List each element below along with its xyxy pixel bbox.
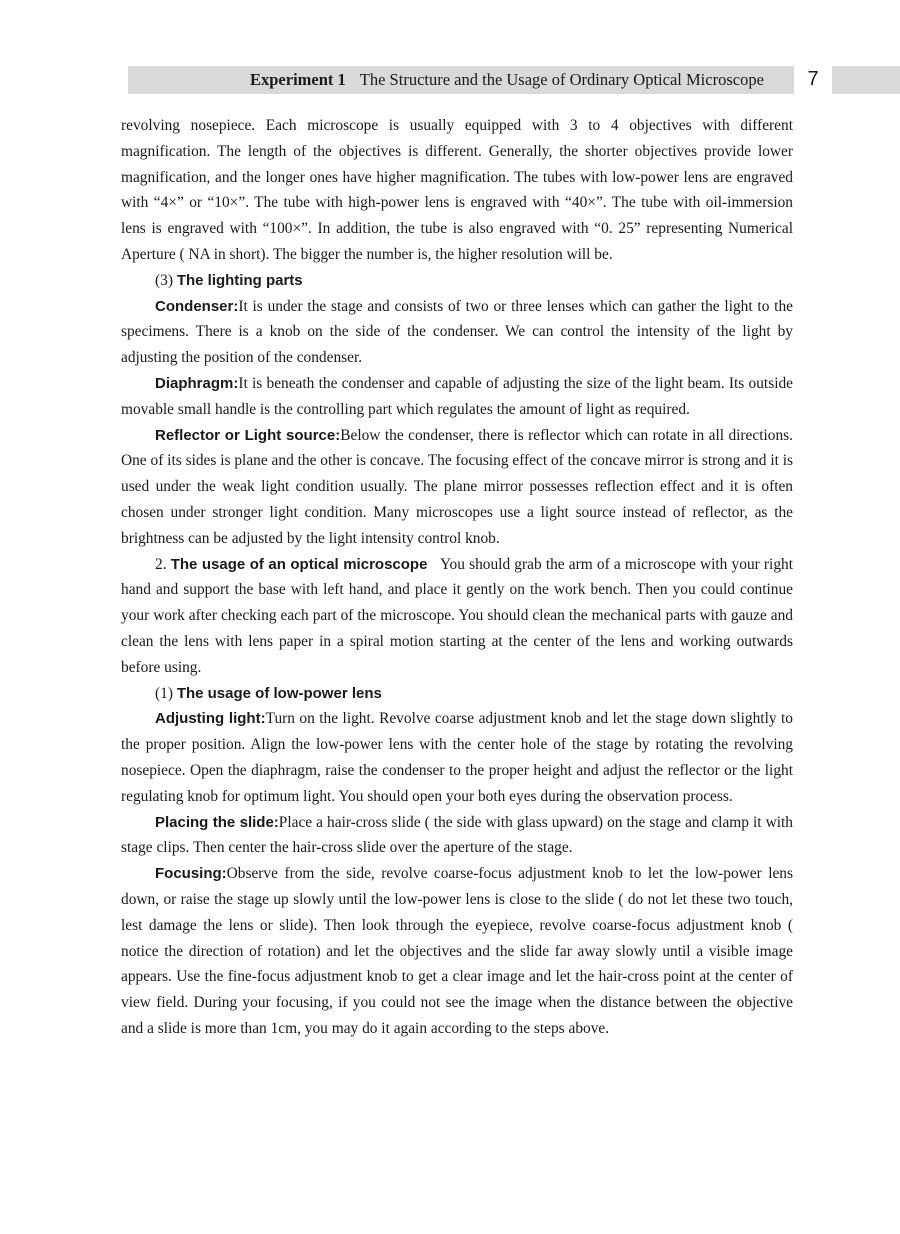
paragraph-diaphragm <box>121 371 793 423</box>
text-condenser: It is under the stage and consists of two or three lenses which can gather the light to the specimens. There is a knob on the side of the condenser. We can control the intensity of the light by adjusting the position of the condenser. <box>121 297 793 367</box>
running-header <box>128 66 900 94</box>
term-placing-slide: Placing the slide: <box>155 813 279 831</box>
term-reflector: Reflector or Light source: <box>155 426 341 444</box>
paragraph-usage <box>121 552 793 681</box>
section-title: The usage of an optical microscope <box>170 555 428 573</box>
paragraph-focusing <box>121 861 793 1042</box>
text-focusing: Observe from the side, revolve coarse-focus adjustment knob to let the low-power lens down, or raise the stage up slowly until the low-power lens is close to the slide ( do not let these two touch, lest damage the lens or slide). Then look through the eyepiece, revolve coarse-focus adjustment knob ( notice the direction of rotation) and let the objectives and the slide far away slowly until a visible image appears. Use the fine-focus adjustment knob to get a clear image and let the hair-cross point at the center of view field. During your focusing, if you could not see the image when the distance between the objective and a slide is more than 1cm, you may do it again according to the steps above. <box>121 865 793 1037</box>
heading-number: (1) <box>155 684 173 702</box>
heading-title: The lighting parts <box>176 271 303 289</box>
header-chapter-title: The Structure and the Usage of Ordinary Optical Microscope <box>359 70 764 89</box>
term-diaphragm: Diaphragm: <box>155 374 239 392</box>
term-adjusting-light: Adjusting light: <box>155 710 266 728</box>
paragraph-condenser <box>121 294 793 371</box>
text-reflector: Below the condenser, there is reflector which can rotate in all directions. One of its sides is plane and the other is concave. The focusing effect of the concave mirror is strong and it is used under the weak light condition usually. The plane mirror possesses reflection effect and it is often chosen under stronger light condition. Many microscopes use a light source instead of reflector, as the brightness can be adjusted by the light intensity control knob. <box>121 426 793 547</box>
heading-title: The usage of low-power lens <box>176 684 382 702</box>
paragraph-placing-slide <box>121 810 793 862</box>
paragraph-adjusting-light <box>121 706 793 809</box>
heading-lighting-parts <box>121 268 793 294</box>
header-experiment: Experiment 1 <box>250 70 346 89</box>
heading-number: (3) <box>155 271 173 289</box>
text-diaphragm: It is beneath the condenser and capable of adjusting the size of the light beam. Its outside movable small handle is the controlling part which regulates the amount of light as required. <box>121 374 793 418</box>
paragraph-reflector <box>121 423 793 552</box>
term-focusing: Focusing: <box>155 865 227 883</box>
text-adjusting-light: Turn on the light. Revolve coarse adjustment knob and let the stage down slightly to the proper position. Align the low-power lens with the center hole of the stage by rotating the revolving nosepiece. Open the diaphragm, raise the condenser to the proper height and adjust the reflector or the light regulating knob for optimum light. You should open your both eyes during the observation process. <box>121 710 793 805</box>
text-usage: You should grab the arm of a microscope with your right hand and support the base with left hand, and place it gently on the work bench. Then you could continue your work after checking each part of the microscope. You should clean the mechanical parts with gauze and clean the lens with lens paper in a spiral motion starting at the center of the lens and working outwards before using. <box>121 555 793 676</box>
text-placing-slide: Place a hair-cross slide ( the side with glass upward) on the stage and clamp it with stage clips. Then center the hair-cross slide over the aperture of the stage. <box>121 813 793 857</box>
page-number-box <box>794 66 832 94</box>
paragraph-objectives: revolving nosepiece. Each microscope is usually equipped with 3 to 4 objectives with different magnification. The length of the objectives is different. Generally, the shorter objectives provide lower magnification, and the longer ones have higher magnification. The tubes with low-power lens are engraved with “4×” or “10×”. The tube with high-power lens is engraved with “40×”. The tube with oil-immersion lens is engraved with “100×”. In addition, the tube is also engraved with “0. 25” representing Numerical Aperture ( NA in short). The bigger the number is, the higher resolution will be. <box>121 117 793 263</box>
section-number: 2. <box>155 555 167 573</box>
term-condenser: Condenser: <box>155 297 239 315</box>
page-number: 7 <box>807 68 819 90</box>
heading-low-power <box>121 681 793 707</box>
header-bar-right <box>832 66 900 94</box>
page-body <box>121 113 793 1042</box>
header-title <box>250 69 764 91</box>
